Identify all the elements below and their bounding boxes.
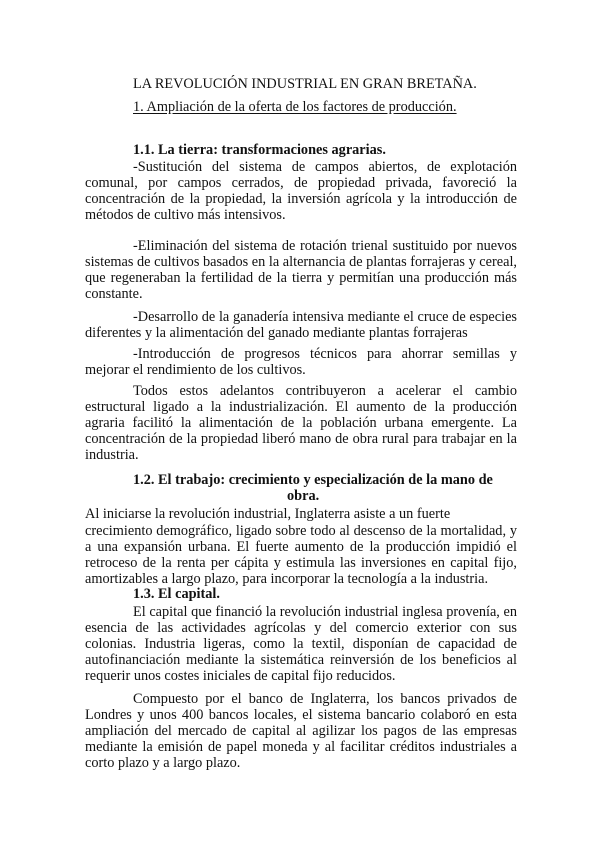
paragraph-first-line: Al iniciarse la revolución industrial, Inglaterra asiste a un fuerte (85, 506, 451, 522)
paragraph: crecimiento demográfico, ligado sobre todo al descenso de la mortalidad, y a una expansión urbana. El fuerte aumento de la producción impidió el retroceso de la renta per cápita y estimula las inversiones en capital fijo, amortizables a largo plazo, para incorporar la tecnología a la industria. (85, 523, 517, 588)
section-heading-1-1: 1.1. La tierra: transformaciones agrarias. (133, 142, 386, 158)
paragraph: El capital que financió la revolución industrial inglesa provenía, en esencia de las actividades agrícolas y del comercio exterior con sus colonias. Industria ligeras, como la textil, disponían de capacidad de autofinanciación mediante la sistemática reinversión de los beneficios al requerir unos costes iniciales de capital fijo reducidos. (85, 604, 517, 685)
section-heading-1-3: 1.3. El capital. (133, 586, 220, 602)
document-title: LA REVOLUCIÓN INDUSTRIAL EN GRAN BRETAÑA. (133, 76, 477, 92)
paragraph: Compuesto por el banco de Inglaterra, los bancos privados de Londres y unos 400 bancos locales, el sistema bancario colaboró en esta ampliación del mercado de capital al agilizar los pagos de las empresas mediante la emisión de papel moneda y al facilitar créditos industriales a corto plazo y a largo plazo. (85, 691, 517, 772)
paragraph: -Eliminación del sistema de rotación trienal sustituido por nuevos sistemas de cultivos basados en la alternancia de plantas forrajeras y cereal, que regeneraban la fertilidad de la tierra y permitían una producción más constante. (85, 238, 517, 303)
section-heading-1-2: 1.2. El trabajo: crecimiento y especialización de la mano de (133, 472, 493, 488)
document-subtitle: 1. Ampliación de la oferta de los factores de producción. (133, 99, 457, 115)
paragraph: -Introducción de progresos técnicos para ahorrar semillas y mejorar el rendimiento de los cultivos. (85, 346, 517, 379)
paragraph: Todos estos adelantos contribuyeron a acelerar el cambio estructural ligado a la industrialización. El aumento de la producción agraria facilitó la alimentación de la población urbana emergente. La concentración de la propiedad liberó mano de obra rural para trabajar en la industria. (85, 383, 517, 464)
paragraph: -Desarrollo de la ganadería intensiva mediante el cruce de especies diferentes y la alimentación del ganado mediante plantas forrajeras (85, 309, 517, 342)
section-heading-1-2-continued: obra. (287, 488, 320, 504)
paragraph: -Sustitución del sistema de campos abiertos, de explotación comunal, por campos cerrados, de propiedad privada, favoreció la concentración de la propiedad, la inversión agrícola y la introducción de métodos de cultivo más intensivos. (85, 159, 517, 224)
